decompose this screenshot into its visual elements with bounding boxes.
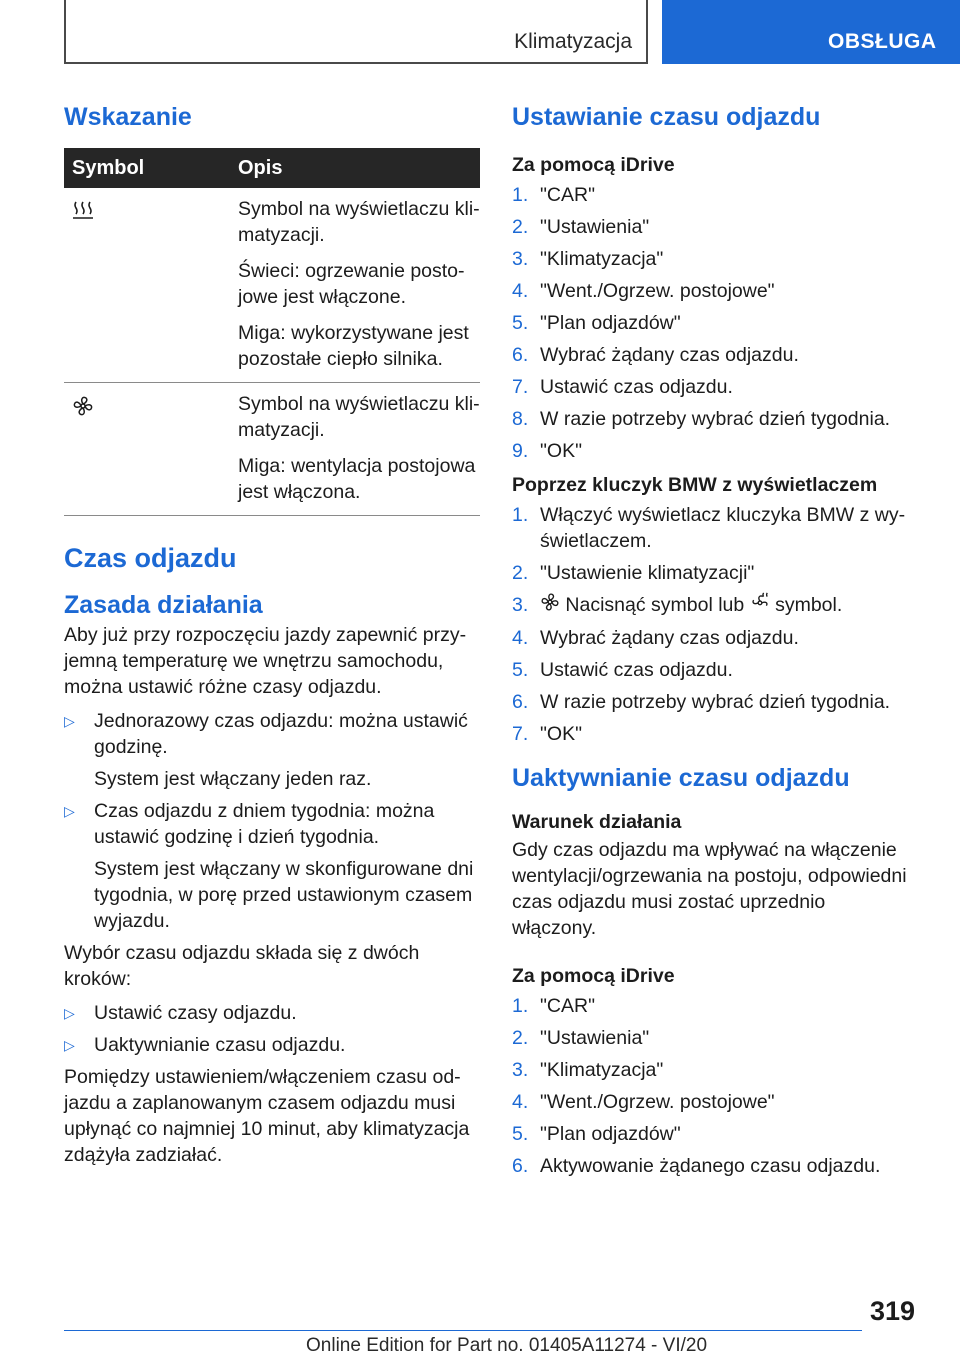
list-item-sub: System jest włączany jeden raz. xyxy=(94,768,372,790)
list-item xyxy=(512,1121,912,1147)
list-item xyxy=(512,1153,912,1179)
step-text: "Klimatyzacja" xyxy=(540,248,664,270)
description-line: Symbol na wyświetlaczu klimatyzacji. xyxy=(238,198,480,246)
step-text: "OK" xyxy=(540,723,583,746)
step-text: "Ustawienia" xyxy=(540,1027,650,1050)
step-number: 4. xyxy=(512,627,529,650)
footer-divider xyxy=(64,1330,862,1331)
step-text: "CAR" xyxy=(540,995,596,1018)
idrive-steps xyxy=(512,182,912,464)
step-text: Ustawić czas odjazdu. xyxy=(540,659,733,682)
step-number: 1. xyxy=(512,995,529,1018)
list-item xyxy=(512,689,912,715)
steps-intro: Wybór czasu odjazdu składa się z dwóch kroków: xyxy=(64,942,420,990)
step-number: 3. xyxy=(512,594,529,616)
step-number: 5. xyxy=(512,1123,529,1146)
step-number: 3. xyxy=(512,1059,529,1082)
key-steps xyxy=(512,502,912,747)
list-item xyxy=(512,246,912,272)
list-item xyxy=(512,993,912,1019)
step-text: "Plan odjazdów" xyxy=(540,312,681,334)
heading-set-departure: Ustawianie czasu odjazdu xyxy=(512,103,821,131)
step-text: "Went./Ogrzew. postojowe" xyxy=(540,1091,775,1114)
condition-paragraph: Gdy czas odjazdu ma wpływać na włączenie wentylacji/ogrzewania na postoju, odpowiedni czas odjazdu musi zostać uprzednio włączony. xyxy=(512,839,907,940)
list-item-main: ▷ Czas odjazdu z dniem tygodnia: można ustawić godzinę i dzień tygodnia. xyxy=(94,800,435,848)
list-item xyxy=(512,721,912,747)
heating-icon xyxy=(72,203,94,225)
step-number: 2. xyxy=(512,562,529,584)
departure-type-list xyxy=(64,708,480,934)
step-text: "Went./Ogrzew. postojowe" xyxy=(540,280,775,302)
list-item xyxy=(512,657,912,683)
symbol-table xyxy=(64,148,480,516)
header-chapter-label: OBSŁUGA xyxy=(828,30,937,53)
step-text: Nacisnąć symbol lub xyxy=(565,594,745,616)
step-text: "CAR" xyxy=(540,184,596,206)
step-text: symbol. xyxy=(775,594,843,616)
list-item xyxy=(512,374,912,400)
heading-activate-departure: Uaktywnianie czasu odjazdu xyxy=(512,764,850,793)
list-item xyxy=(64,798,480,934)
step-text: Ustawić czas odjazdu. xyxy=(540,376,733,398)
list-item xyxy=(64,708,480,792)
step-text: Włączyć wyświetlacz kluczyka BMW z wyświetlaczem. xyxy=(540,504,906,552)
list-item-main: ▷ Jednorazowy czas odjazdu: można ustawić godzinę. xyxy=(94,710,468,758)
left-column xyxy=(64,98,480,1168)
idrive2-steps xyxy=(512,993,912,1179)
fan-icon xyxy=(540,592,560,619)
step-number: 6. xyxy=(512,344,529,366)
header-section-title: Klimatyzacja xyxy=(514,30,632,53)
list-item xyxy=(512,278,912,304)
step-text: "OK" xyxy=(540,440,583,462)
description-line: Miga: wykorzystywane jest pozostałe ciepło silnika. xyxy=(238,322,469,370)
step-text: Wybrać żądany czas odjazdu. xyxy=(540,627,799,650)
list-item xyxy=(512,182,912,208)
step-list xyxy=(64,1000,480,1058)
table-cell-description xyxy=(230,188,480,383)
step-text: W razie potrzeby wybrać dzień tygodnia. xyxy=(540,691,891,714)
step-number: 5. xyxy=(512,312,529,334)
list-item xyxy=(512,214,912,240)
step-text: "Ustawienia" xyxy=(540,216,650,238)
table-cell-description xyxy=(230,383,480,516)
step-number: 7. xyxy=(512,376,529,398)
intro-paragraph: Aby już przy rozpoczęciu jazdy zapewnić przyjemną temperaturę we wnętrzu samochodu, można ustawić różne czasy odjazdu. xyxy=(64,624,467,698)
list-item xyxy=(512,560,912,586)
step-number: 8. xyxy=(512,408,529,430)
list-item xyxy=(512,438,912,464)
table-cell-symbol xyxy=(64,383,230,516)
description-line: Miga: wentylacja postojowa jest włączona. xyxy=(238,455,476,503)
step-number: 1. xyxy=(512,184,529,206)
list-item xyxy=(512,592,912,619)
idrive2-title: Za pomocą iDrive xyxy=(512,965,675,988)
table-cell-symbol xyxy=(64,188,230,383)
heading-departure-time: Czas odjazdu xyxy=(64,543,237,573)
list-item-sub: System jest włączany w skonfigurowane dni tygodnia, w porę przed ustawionym czasem wyjazdu. xyxy=(94,858,474,932)
key-title: Poprzez kluczyk BMW z wyświetlaczem xyxy=(512,474,878,496)
list-item xyxy=(512,502,912,554)
header-chapter-tab xyxy=(662,0,960,64)
condition-title: Warunek działania xyxy=(512,811,682,834)
right-column xyxy=(512,98,912,1185)
list-item xyxy=(512,1057,912,1083)
heading-indication: Wskazanie xyxy=(64,103,192,131)
table-header-description: Opis xyxy=(230,148,480,188)
list-item xyxy=(512,342,912,368)
step-number: 2. xyxy=(512,216,529,238)
description-line: Symbol na wyświetlaczu klimatyzacji. xyxy=(238,393,480,441)
closing-paragraph: Pomiędzy ustawieniem/włączeniem czasu odjazdu a zaplanowanym czasem odjazdu musi upłynąć co najmniej 10 minut, aby klimatyzacja zdążyła zadziałać. xyxy=(64,1066,470,1166)
table-row xyxy=(64,188,480,383)
step-number: 4. xyxy=(512,280,529,302)
idrive-title: Za pomocą iDrive xyxy=(512,154,675,176)
description-line: Świeci: ogrzewanie postojowe jest włączone. xyxy=(238,260,465,308)
list-item xyxy=(512,310,912,336)
step-number: 4. xyxy=(512,1091,529,1114)
list-item: ▷ Uaktywnianie czasu odjazdu. xyxy=(64,1032,480,1058)
list-item xyxy=(512,1025,912,1051)
step-text: "Ustawienie klimatyzacji" xyxy=(540,562,755,584)
table-row xyxy=(64,383,480,516)
table-header-row xyxy=(64,148,480,188)
footer-edition: Online Edition for Part no. 01405A11274 - VI/20 xyxy=(306,1335,708,1356)
subheading-principle: Zasada działania xyxy=(64,591,263,619)
step-number: 6. xyxy=(512,1155,529,1178)
step-number: 7. xyxy=(512,723,529,746)
page-number: 319 xyxy=(870,1296,916,1326)
list-item xyxy=(512,406,912,432)
step-number: 1. xyxy=(512,504,529,526)
list-item xyxy=(512,1089,912,1115)
step-text: Wybrać żądany czas odjazdu. xyxy=(540,344,799,366)
fan-icon xyxy=(72,400,94,422)
heating-fan-icon xyxy=(750,592,770,619)
step-text: "Klimatyzacja" xyxy=(540,1059,664,1082)
list-item: ▷ Ustawić czasy odjazdu. xyxy=(64,1000,480,1026)
header-section-box xyxy=(64,0,648,64)
step-number: 2. xyxy=(512,1027,529,1050)
step-text: "Plan odjazdów" xyxy=(540,1123,681,1146)
step-text: W razie potrzeby wybrać dzień tygodnia. xyxy=(540,408,891,430)
step-number: 6. xyxy=(512,691,529,714)
list-item xyxy=(512,625,912,651)
step-text: Aktywowanie żądanego czasu odjazdu. xyxy=(540,1155,881,1178)
step-number: 3. xyxy=(512,248,529,270)
table-header-symbol: Symbol xyxy=(64,148,230,188)
step-number: 5. xyxy=(512,659,529,682)
step-number: 9. xyxy=(512,440,529,462)
